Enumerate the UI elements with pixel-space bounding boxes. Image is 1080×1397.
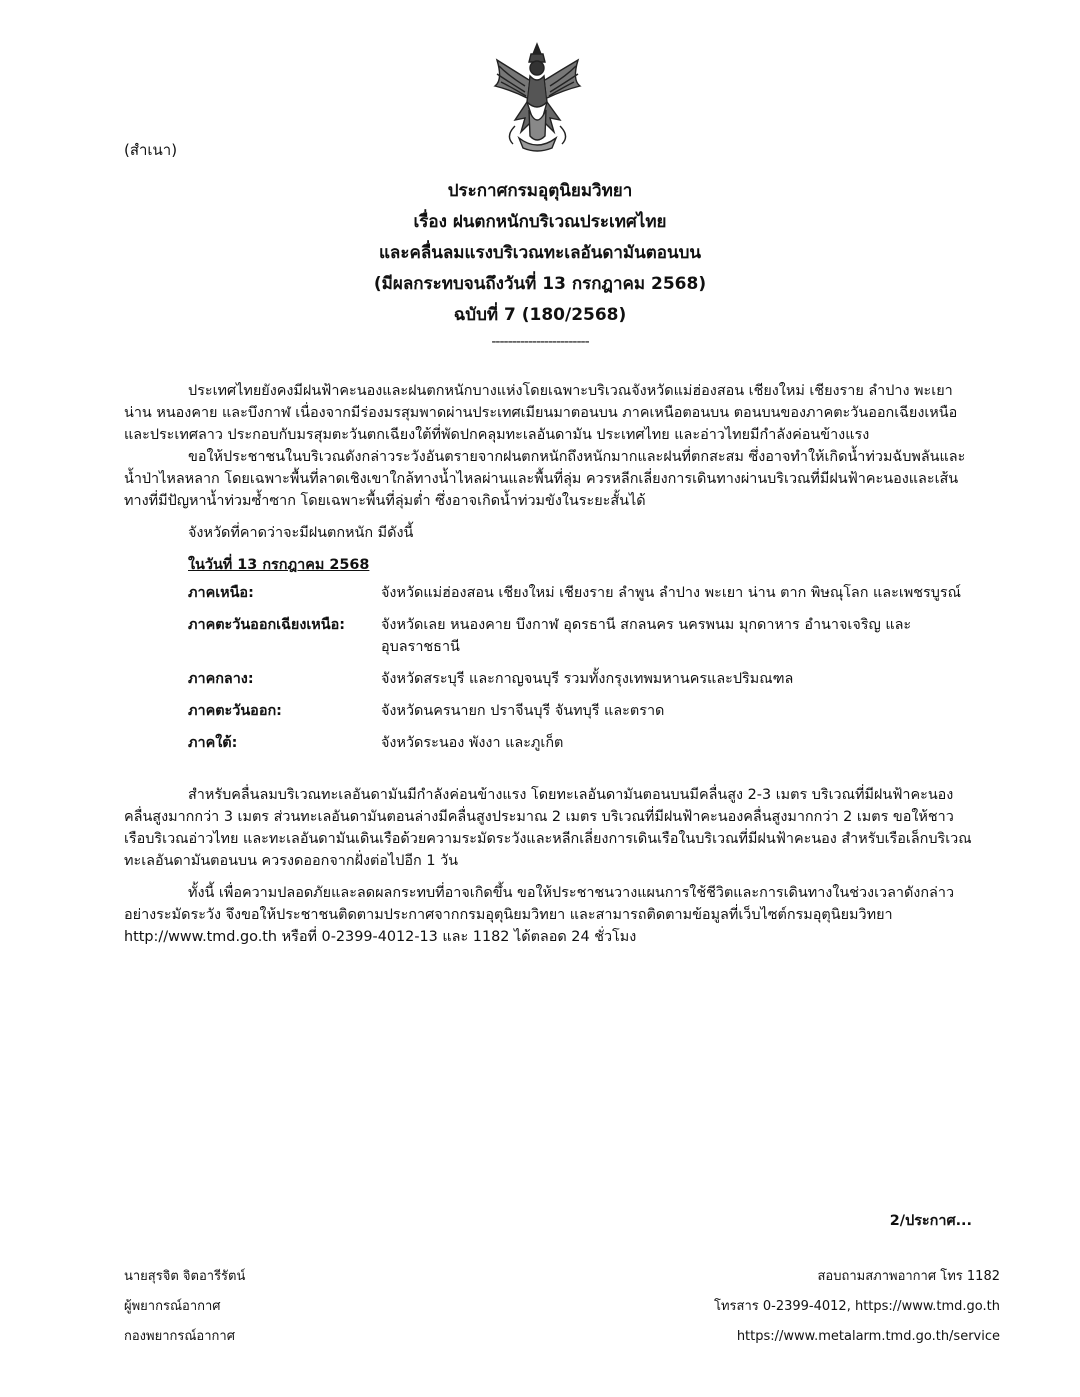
signatory-position: ผู้พยากรณ์อากาศ xyxy=(124,1299,221,1314)
region-row xyxy=(188,732,974,754)
region-row xyxy=(188,700,974,722)
contact-phone: สอบถามสภาพอากาศ โทร 1182 xyxy=(817,1269,1000,1284)
region-row xyxy=(188,614,974,658)
announcement-subject: เรื่อง ฝนตกหนักบริเวณประเทศไทย xyxy=(413,212,667,232)
continued-marker: 2/ประกาศ... xyxy=(889,1213,972,1229)
announcement-title: ประกาศกรมอุตุนิยมวิทยา xyxy=(447,181,633,201)
contact-service-url: https://www.metalarm.tmd.go.th/service xyxy=(736,1329,1000,1344)
region-row xyxy=(188,582,974,604)
copy-mark: (สำเนา) xyxy=(124,141,178,159)
paragraph-advice: ทั้งนี้ เพื่อความปลอดภัยและลดผลกระทบที่อาจเกิดขึ้น ขอให้ประชาชนวางแผนการใช้ชีวิตและการเดินทางในช่วงเวลาดังกล่าวอย่างระมัดระวัง จึงขอให้ประชาชนติดตามประกาศจากกรมอุตุนิยมวิทยา และสามารถติดตามข้อมูลที่เว็บไซต์กรมอุตุนิยมวิทยา http://www.tmd.go.th หรือที่ 0-2399-4012-13 และ 1182 ได้ตลอด 24 ชั่วโมง xyxy=(124,885,955,945)
contact-block xyxy=(714,1262,1000,1352)
signatory-division: กองพยากรณ์อากาศ xyxy=(124,1329,235,1344)
region-row xyxy=(188,668,974,690)
region-name: ภาคเหนือ: xyxy=(188,585,254,601)
forecast-date: ในวันที่ 13 กรกฎาคม 2568 xyxy=(188,557,370,573)
region-provinces: จังหวัดระนอง พังงา และภูเก็ต xyxy=(381,735,564,751)
region-provinces: จังหวัดสระบุรี และกาญจนบุรี รวมทั้งกรุงเทพมหานครและปริมณฑล xyxy=(381,671,794,687)
region-provinces: จังหวัดเลย หนองคาย บึงกาฬ อุดรธานี สกลนคร นครพนม มุกดาหาร อำนาจเจริญ และอุบลราชธานี xyxy=(381,617,912,655)
region-name: ภาคกลาง: xyxy=(188,671,254,687)
garuda-emblem-icon xyxy=(485,40,590,155)
issue-number: ฉบับที่ 7 (180/2568) xyxy=(453,305,627,325)
paragraph-marine: สำหรับคลื่นลมบริเวณทะเลอันดามันมีกำลังค่อนข้างแรง โดยทะเลอันดามันตอนบนมีคลื่นสูง 2-3 เมตร บริเวณที่มีฝนฟ้าคะนองคลื่นสูงมากกว่า 3 เมตร ส่วนทะเลอันดามันตอนล่างมีคลื่นสูงประมาณ 2 เมตร บริเวณที่มีฝนฟ้าคะนองคลื่นสูงมากกว่า 2 เมตร ขอให้ชาวเรือบริเวณอ่าวไทย และทะเลอันดามันเดินเรือด้วยความระมัดระวังและหลีกเลี่ยงการเดินเรือในบริเวณที่มีฝนฟ้าคะนอง สำหรับเรือเล็กบริเวณทะเลอันดามันตอนบน ควรงดออกจากฝั่งต่อไปอีก 1 วัน xyxy=(124,787,972,869)
signatory-block xyxy=(124,1262,245,1352)
paragraph-lead: จังหวัดที่คาดว่าจะมีฝนตกหนัก มีดังนี้ xyxy=(188,525,414,541)
effective-period: (มีผลกระทบจนถึงวันที่ 13 กรกฎาคม 2568) xyxy=(373,274,707,294)
region-provinces: จังหวัดแม่ฮ่องสอน เชียงใหม่ เชียงราย ลำพูน ลำปาง พะเยา น่าน ตาก พิษณุโลก และเพชรบูรณ์ xyxy=(381,585,961,601)
region-provinces: จังหวัดนครนายก ปราจีนบุรี จันทบุรี และตราด xyxy=(381,703,665,719)
separator: ------------------------ xyxy=(491,334,589,350)
region-name: ภาคตะวันออกเฉียงเหนือ: xyxy=(188,617,346,633)
paragraph-situation: ประเทศไทยยังคงมีฝนฟ้าคะนองและฝนตกหนักบางแห่งโดยเฉพาะบริเวณจังหวัดแม่ฮ่องสอน เชียงใหม่ เชียงราย ลำปาง พะเยา น่าน หนองคาย และบึงกาฬ เนื่องจากมีร่องมรสุมพาดผ่านประเทศเมียนมาตอนบน ภาคเหนือตอนบน ตอนบนของภาคตะวันออกเฉียงเหนือ และประเทศลาว ประกอบกับมรสุมตะวันตกเฉียงใต้ที่พัดปกคลุมทะเลอันดามัน ประเทศไทย และอ่าวไทยมีกำลังค่อนข้างแรง xyxy=(124,383,958,443)
paragraph-warning: ขอให้ประชาชนในบริเวณดังกล่าวระวังอันตรายจากฝนตกหนักถึงหนักมากและฝนที่ตกสะสม ซึ่งอาจทำให้เกิดน้ำท่วมฉับพลันและน้ำป่าไหลหลาก โดยเฉพาะพื้นที่ลาดเชิงเขาใกล้ทางน้ำไหลผ่านและพื้นที่ลุ่ม ควรหลีกเลี่ยงการเดินทางผ่านบริเวณที่มีฝนฟ้าคะนองและเส้นทางที่มีปัญหาน้ำท่วมซ้ำซาก โดยเฉพาะพื้นที่ลุ่มต่ำ ซึ่งอาจเกิดน้ำท่วมขังในระยะสั้นได้ xyxy=(124,449,966,509)
region-name: ภาคใต้: xyxy=(188,735,238,751)
announcement-header xyxy=(100,176,980,353)
region-list xyxy=(188,582,974,754)
region-name: ภาคตะวันออก: xyxy=(188,703,282,719)
signatory-name: นายสุรจิต จิตอารีรัตน์ xyxy=(124,1269,246,1284)
announcement-body xyxy=(124,380,974,948)
contact-fax-web: โทรสาร 0-2399-4012, https://www.tmd.go.th xyxy=(714,1299,1000,1314)
announcement-subject-cont: และคลื่นลมแรงบริเวณทะเลอันดามันตอนบน xyxy=(378,243,702,263)
